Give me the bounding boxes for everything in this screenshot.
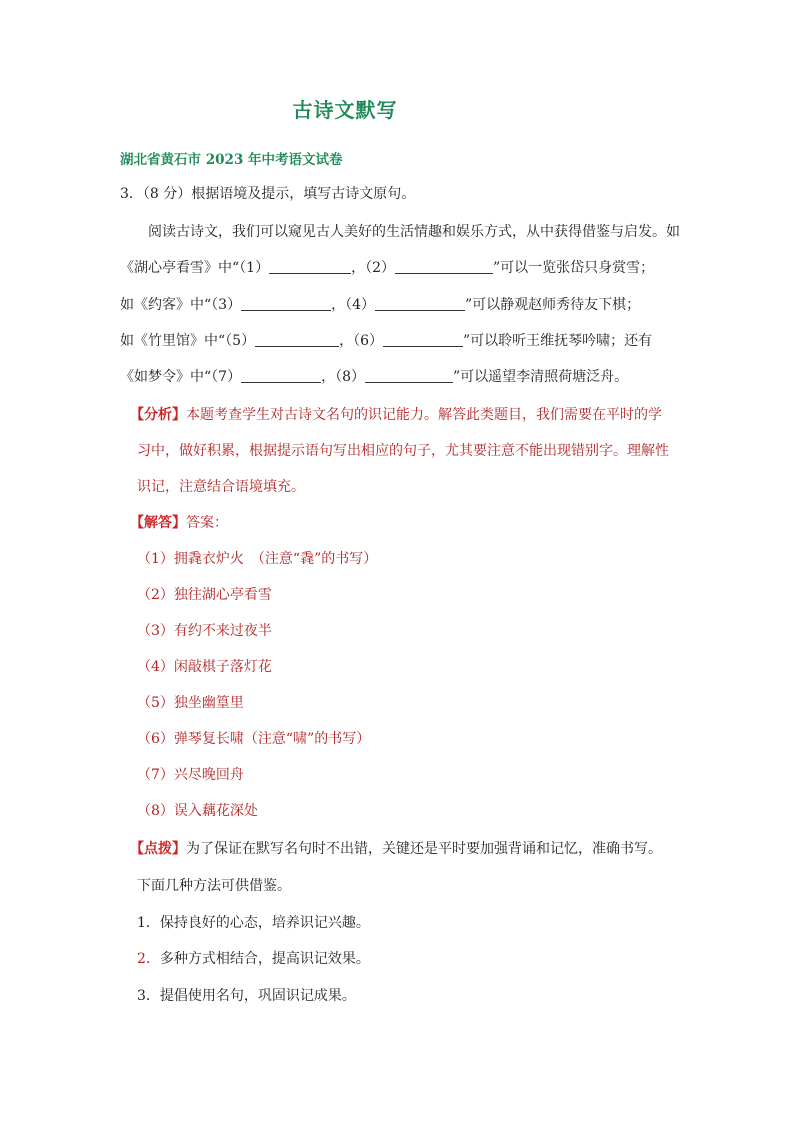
answer-item: （5）独坐幽篁里 bbox=[137, 695, 244, 711]
page-title: 古诗文默写 bbox=[292, 98, 398, 122]
question-number: 3． bbox=[120, 186, 143, 202]
method-item: 2．多种方式相结合，提高识记效果。 bbox=[137, 951, 370, 967]
answer-item: （4）闲敲棋子落灯花 bbox=[137, 659, 272, 675]
tips-line: 下面几种方法可供借鉴。 bbox=[137, 878, 291, 894]
answer-item: （7）兴尽晚回舟 bbox=[137, 767, 244, 783]
passage-line: 阅读古诗文，我们可以窥见古人美好的生活情趣和娱乐方式，从中获得借鉴与启发。如 bbox=[148, 224, 680, 240]
analysis-line: 识记，注意结合语境填充。 bbox=[137, 479, 305, 495]
blank-8[interactable] bbox=[365, 368, 453, 383]
question-score: （8 分） bbox=[142, 186, 192, 202]
blank-2[interactable] bbox=[395, 259, 493, 274]
answer-item: （8）误入藕花深处 bbox=[137, 803, 258, 819]
analysis-line: 习中，做好积累，根据提示语句写出相应的句子，尤其要注意不能出现错别字。理解性 bbox=[137, 443, 669, 459]
answer-item: （2）独往湖心亭看雪 bbox=[137, 587, 272, 603]
passage-line: 如《约客》中“（3） ，（4） ”可以静观赵师秀待友下棋； bbox=[120, 297, 641, 313]
blank-3[interactable] bbox=[241, 296, 331, 311]
tips-line: 【点拨】为了保证在默写名句时不出错，关键还是平时要加强背诵和记忆，准确书写。 bbox=[130, 841, 662, 857]
tips-tag: 【点拨】 bbox=[130, 841, 186, 857]
analysis-line: 【分析】本题考查学生对古诗文名句的识记能力。解答此类题目，我们需要在平时的学 bbox=[130, 407, 662, 423]
passage-line: 《湖心亭看雪》中“（1） ，（2） ”可以一览张岱只身赏雪； bbox=[120, 260, 655, 276]
solution-label: 答案： bbox=[186, 515, 228, 531]
solution-header bbox=[130, 512, 228, 532]
exam-source: 湖北省黄石市 2023 年中考语文试卷 bbox=[120, 152, 343, 168]
method-item: 1．保持良好的心态，培养识记兴趣。 bbox=[137, 915, 370, 931]
answer-item: （3）有约不来过夜半 bbox=[137, 623, 272, 639]
passage-line: 如《竹里馆》中“（5） ，（6） ”可以聆听王维抚琴吟啸；还有 bbox=[120, 333, 653, 349]
blank-6[interactable] bbox=[383, 332, 463, 347]
question-header bbox=[120, 183, 415, 203]
answer-item: （1）拥毳衣炉火 （注意“毳”的书写） bbox=[137, 551, 378, 567]
question-prompt: 根据语境及提示，填写古诗文原句。 bbox=[191, 186, 416, 202]
method-item: 3．提倡使用名句，巩固识记成果。 bbox=[137, 988, 356, 1004]
blank-7[interactable] bbox=[241, 368, 321, 383]
blank-4[interactable] bbox=[375, 296, 465, 311]
blank-5[interactable] bbox=[255, 332, 339, 347]
analysis-tag: 【分析】 bbox=[130, 407, 186, 423]
answer-item: （6）弹琴复长啸（注意“啸”的书写） bbox=[137, 731, 371, 747]
passage-line: 《如梦令》中“（7） ，（8） ”可以遥望李清照荷塘泛舟。 bbox=[120, 369, 629, 385]
blank-1[interactable] bbox=[269, 259, 351, 274]
solution-tag: 【解答】 bbox=[130, 515, 186, 531]
